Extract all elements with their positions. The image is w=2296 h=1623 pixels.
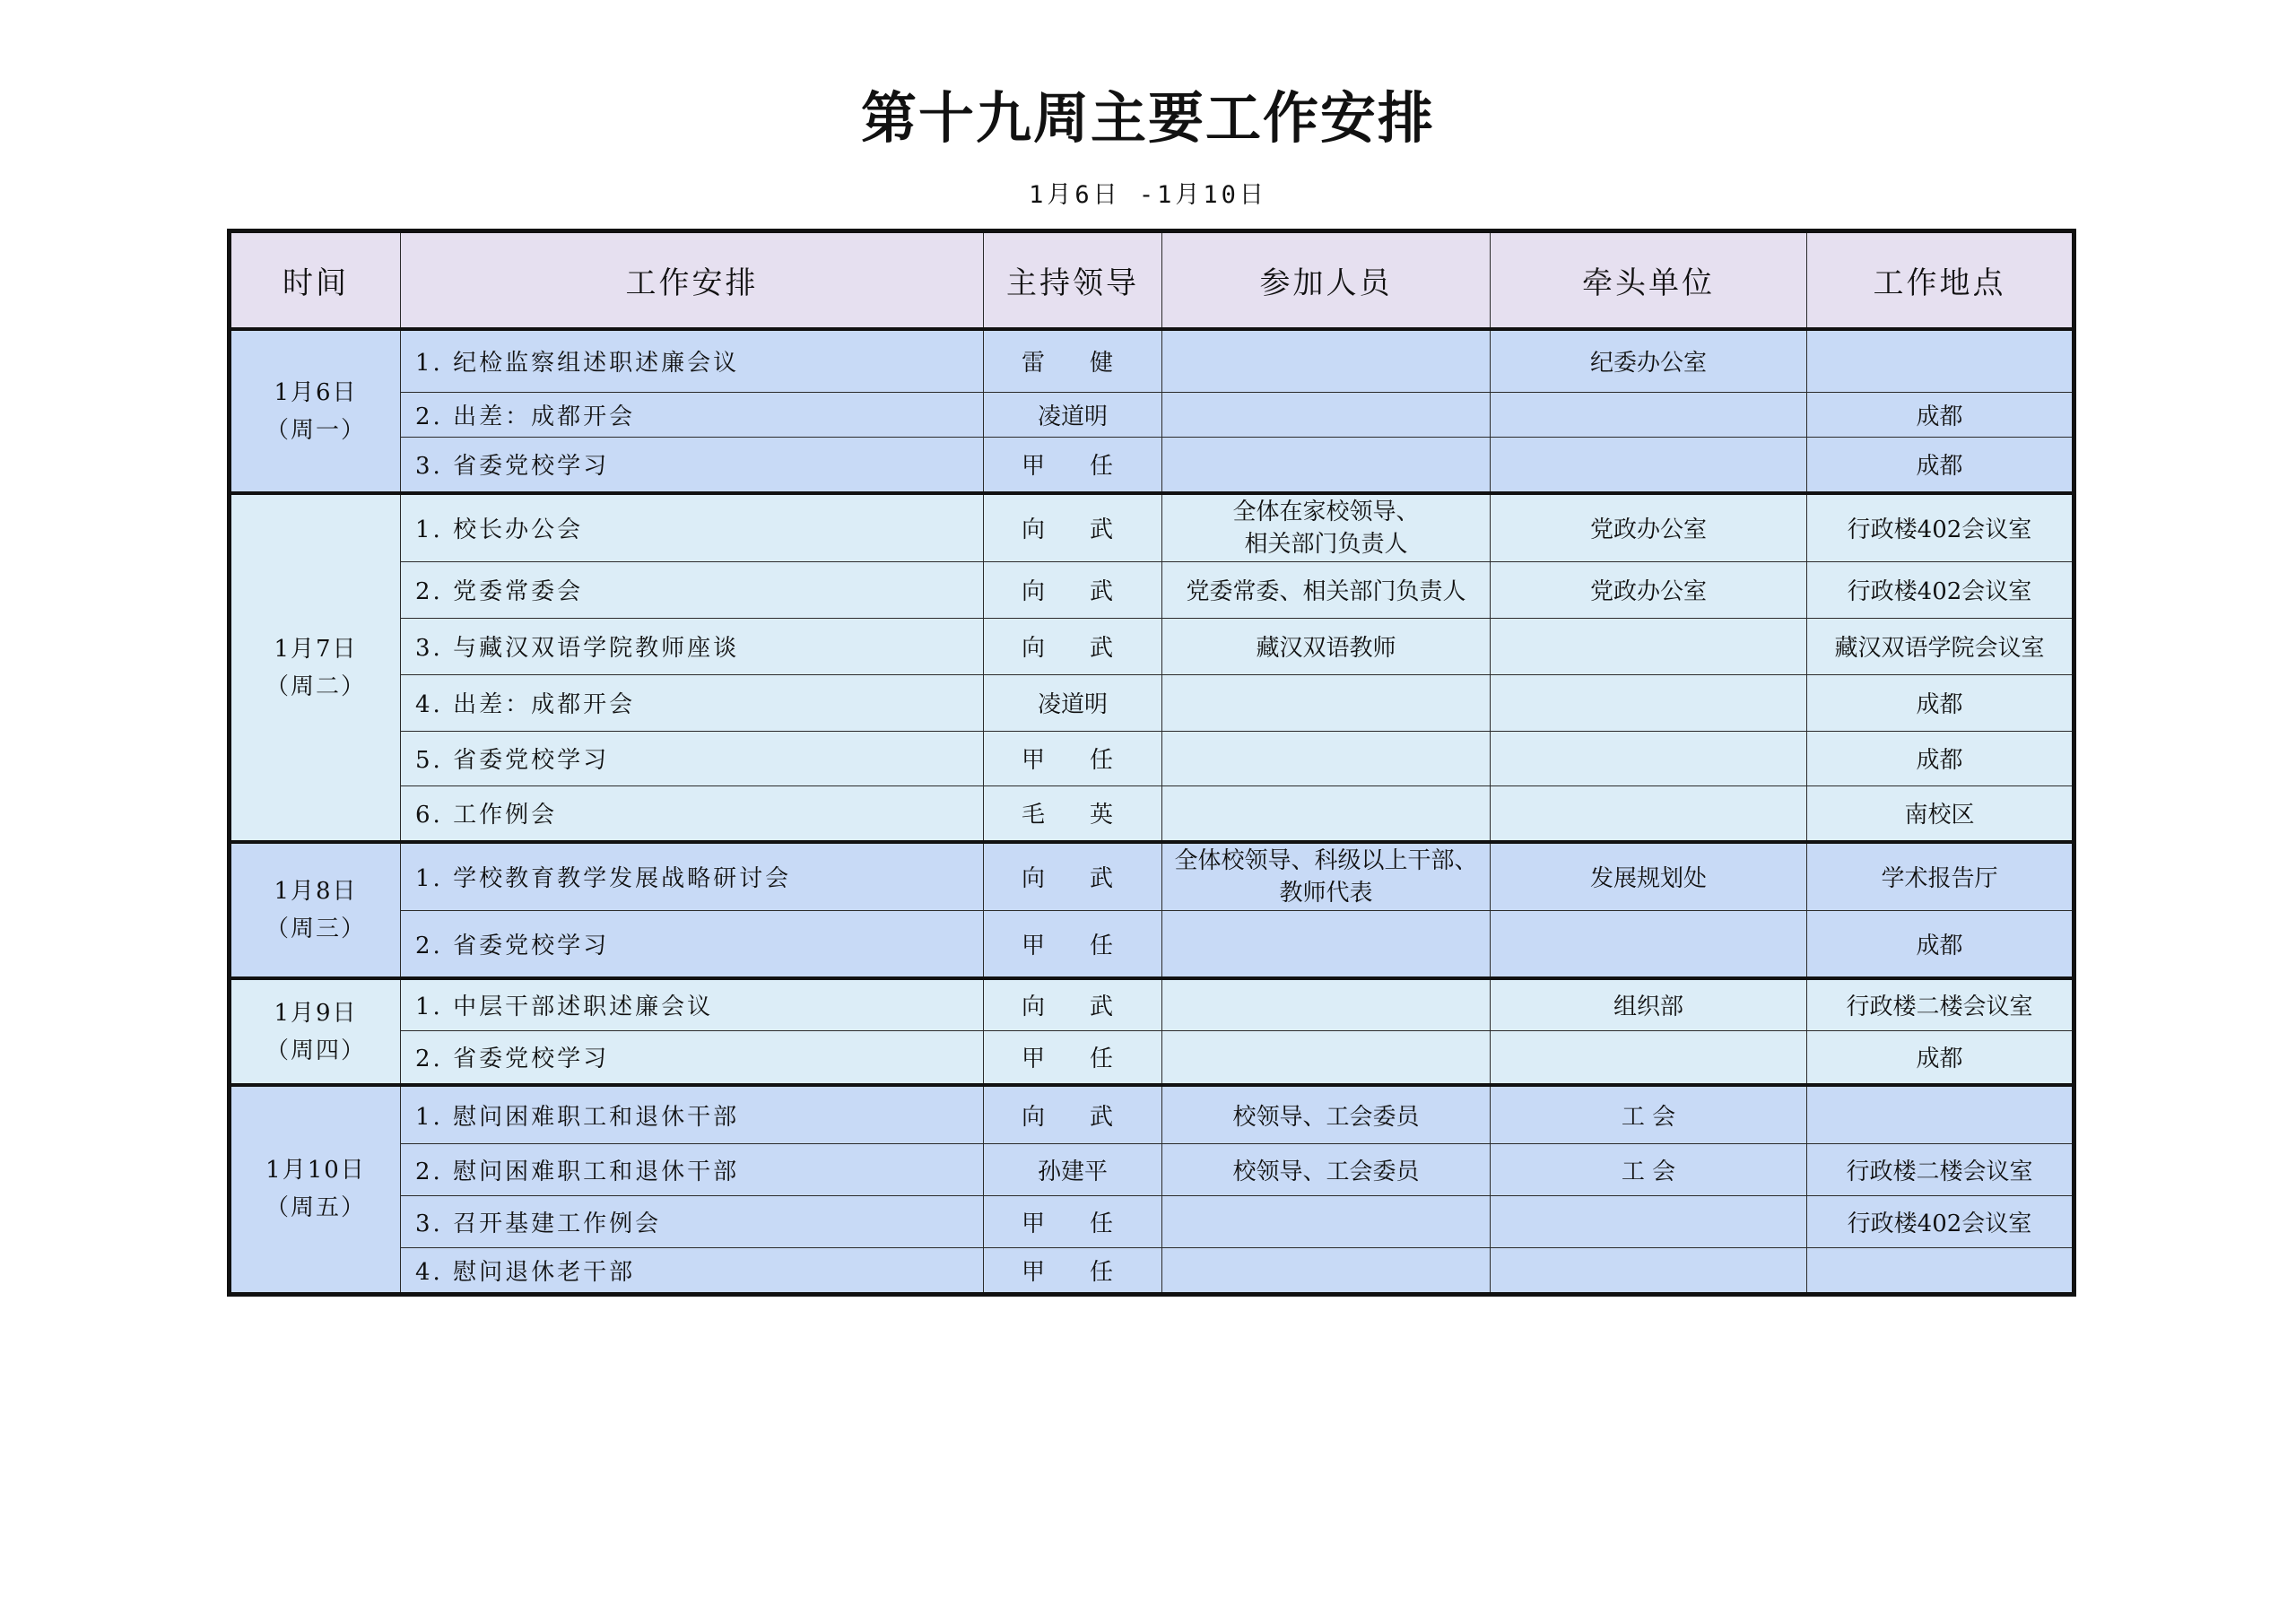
task-cell: 3. 省委党校学习: [401, 437, 984, 493]
leader-cell: 雷 健: [984, 329, 1162, 392]
unit-cell: [1491, 392, 1807, 437]
task-cell: 4. 慰问退休老干部: [401, 1247, 984, 1294]
participants-cell: [1162, 1247, 1491, 1294]
unit-cell: [1491, 910, 1807, 978]
participants-cell: [1162, 329, 1491, 392]
unit-cell: 发展规划处: [1491, 842, 1807, 910]
date-cell: [230, 493, 401, 842]
table-row: [230, 731, 2074, 785]
participants-text: 全体在家校领导、 相关部门负责人: [1232, 498, 1420, 558]
leader-cell: 向 武: [984, 618, 1162, 674]
participants-cell: [1162, 1195, 1491, 1247]
date-label: 1月8日: [274, 878, 358, 905]
task-cell: 1. 慰问困难职工和退休干部: [401, 1085, 984, 1143]
participants-cell: [1162, 785, 1491, 842]
header-row: [230, 231, 2074, 330]
participants-cell: [1162, 910, 1491, 978]
task-cell: 6. 工作例会: [401, 785, 984, 842]
task-cell: 1. 学校教育教学发展战略研讨会: [401, 842, 984, 910]
date-label: 1月7日: [274, 635, 358, 663]
participants-cell: [1162, 1030, 1491, 1085]
table-row: [230, 1030, 2074, 1085]
leader-cell: 向 武: [984, 842, 1162, 910]
unit-cell: [1491, 437, 1807, 493]
location-cell: 学术报告厅: [1807, 842, 2074, 910]
unit-cell: [1491, 674, 1807, 731]
unit-cell: [1491, 785, 1807, 842]
unit-cell: [1491, 1030, 1807, 1085]
location-cell: 成都: [1807, 392, 2074, 437]
date-cell: [230, 978, 401, 1085]
location-cell: 成都: [1807, 1030, 2074, 1085]
location-cell: 行政楼402会议室: [1807, 1195, 2074, 1247]
task-cell: 2. 党委常委会: [401, 561, 984, 618]
table-row: [230, 674, 2074, 731]
location-cell: 藏汉双语学院会议室: [1807, 618, 2074, 674]
weekday-label: （周一）: [265, 416, 366, 444]
task-cell: 1. 中层干部述职述廉会议: [401, 978, 984, 1030]
task-cell: 1. 校长办公会: [401, 493, 984, 561]
location-cell: [1807, 1247, 2074, 1294]
leader-cell: 凌道明: [984, 674, 1162, 731]
unit-cell: [1491, 1195, 1807, 1247]
table-row: [230, 1085, 2074, 1143]
leader-cell: 甲 任: [984, 731, 1162, 785]
leader-cell: 甲 任: [984, 910, 1162, 978]
task-cell: 1. 纪检监察组述职述廉会议: [401, 329, 984, 392]
unit-cell: 党政办公室: [1491, 493, 1807, 561]
unit-cell: [1491, 1247, 1807, 1294]
unit-cell: 党政办公室: [1491, 561, 1807, 618]
table-row: [230, 1195, 2074, 1247]
participants-cell: 党委常委、相关部门负责人: [1162, 561, 1491, 618]
task-cell: 2. 慰问困难职工和退休干部: [401, 1143, 984, 1195]
task-cell: 3. 召开基建工作例会: [401, 1195, 984, 1247]
unit-cell: [1491, 618, 1807, 674]
header-time: 时间: [230, 231, 401, 330]
unit-cell: 纪委办公室: [1491, 329, 1807, 392]
location-cell: 行政楼402会议室: [1807, 493, 2074, 561]
weekday-label: （周五）: [265, 1194, 366, 1222]
task-cell: 2. 省委党校学习: [401, 1030, 984, 1085]
task-cell: 2. 省委党校学习: [401, 910, 984, 978]
header-lead-unit: 牵头单位: [1491, 231, 1807, 330]
leader-cell: 向 武: [984, 493, 1162, 561]
table-row: [230, 842, 2074, 910]
table-row: [230, 561, 2074, 618]
participants-cell: [1162, 842, 1491, 910]
weekday-label: （周三）: [265, 916, 366, 942]
task-cell: 5. 省委党校学习: [401, 731, 984, 785]
date-cell: [230, 842, 401, 978]
task-cell: 2. 出差：成都开会: [401, 392, 984, 437]
participants-cell: 校领导、工会委员: [1162, 1085, 1491, 1143]
date-label: 1月9日: [274, 999, 358, 1027]
leader-cell: 向 武: [984, 978, 1162, 1030]
location-cell: 成都: [1807, 437, 2074, 493]
unit-cell: 工 会: [1491, 1143, 1807, 1195]
location-cell: 行政楼二楼会议室: [1807, 978, 2074, 1030]
table-row: [230, 785, 2074, 842]
unit-cell: 工 会: [1491, 1085, 1807, 1143]
header-leader: 主持领导: [984, 231, 1162, 330]
leader-cell: 甲 任: [984, 1030, 1162, 1085]
location-cell: [1807, 329, 2074, 392]
table-row: [230, 329, 2074, 392]
table-row: [230, 910, 2074, 978]
participants-cell: [1162, 978, 1491, 1030]
unit-cell: 组织部: [1491, 978, 1807, 1030]
participants-text: 全体校领导、科级以上干部、 教师代表: [1174, 846, 1478, 907]
task-cell: 4. 出差：成都开会: [401, 674, 984, 731]
table-row: [230, 437, 2074, 493]
header-task: 工作安排: [401, 231, 984, 330]
leader-cell: 甲 任: [984, 437, 1162, 493]
table-row: [230, 493, 2074, 561]
header-location: 工作地点: [1807, 231, 2074, 330]
table-row: [230, 1143, 2074, 1195]
location-cell: [1807, 1085, 2074, 1143]
location-cell: 行政楼二楼会议室: [1807, 1143, 2074, 1195]
participants-cell: [1162, 437, 1491, 493]
table-row: [230, 1247, 2074, 1294]
page-title: 第十九周主要工作安排: [860, 85, 1435, 151]
leader-cell: 向 武: [984, 1085, 1162, 1143]
unit-cell: [1491, 731, 1807, 785]
leader-cell: 甲 任: [984, 1195, 1162, 1247]
participants-cell: [1162, 392, 1491, 437]
task-cell: 3. 与藏汉双语学院教师座谈: [401, 618, 984, 674]
leader-cell: 毛 英: [984, 785, 1162, 842]
date-label: 1月10日: [265, 1157, 366, 1185]
leader-cell: 孙建平: [984, 1143, 1162, 1195]
table-row: [230, 392, 2074, 437]
weekday-label: （周二）: [265, 673, 366, 700]
date-range-subtitle: 1月6日 -1月10日: [1029, 181, 1267, 209]
participants-cell: 校领导、工会委员: [1162, 1143, 1491, 1195]
date-cell: [230, 329, 401, 493]
leader-cell: 向 武: [984, 561, 1162, 618]
table-row: [230, 618, 2074, 674]
location-cell: 成都: [1807, 731, 2074, 785]
participants-cell: [1162, 674, 1491, 731]
location-cell: 南校区: [1807, 785, 2074, 842]
schedule-table: [227, 229, 2076, 1297]
leader-cell: 凌道明: [984, 392, 1162, 437]
weekday-label: （周四）: [265, 1037, 366, 1064]
location-cell: 成都: [1807, 674, 2074, 731]
location-cell: 行政楼402会议室: [1807, 561, 2074, 618]
location-cell: 成都: [1807, 910, 2074, 978]
date-label: 1月6日: [274, 378, 358, 406]
participants-cell: 藏汉双语教师: [1162, 618, 1491, 674]
date-cell: [230, 1085, 401, 1294]
header-participants: 参加人员: [1162, 231, 1491, 330]
leader-cell: 甲 任: [984, 1247, 1162, 1294]
table-row: [230, 978, 2074, 1030]
participants-cell: [1162, 731, 1491, 785]
participants-cell: [1162, 493, 1491, 561]
